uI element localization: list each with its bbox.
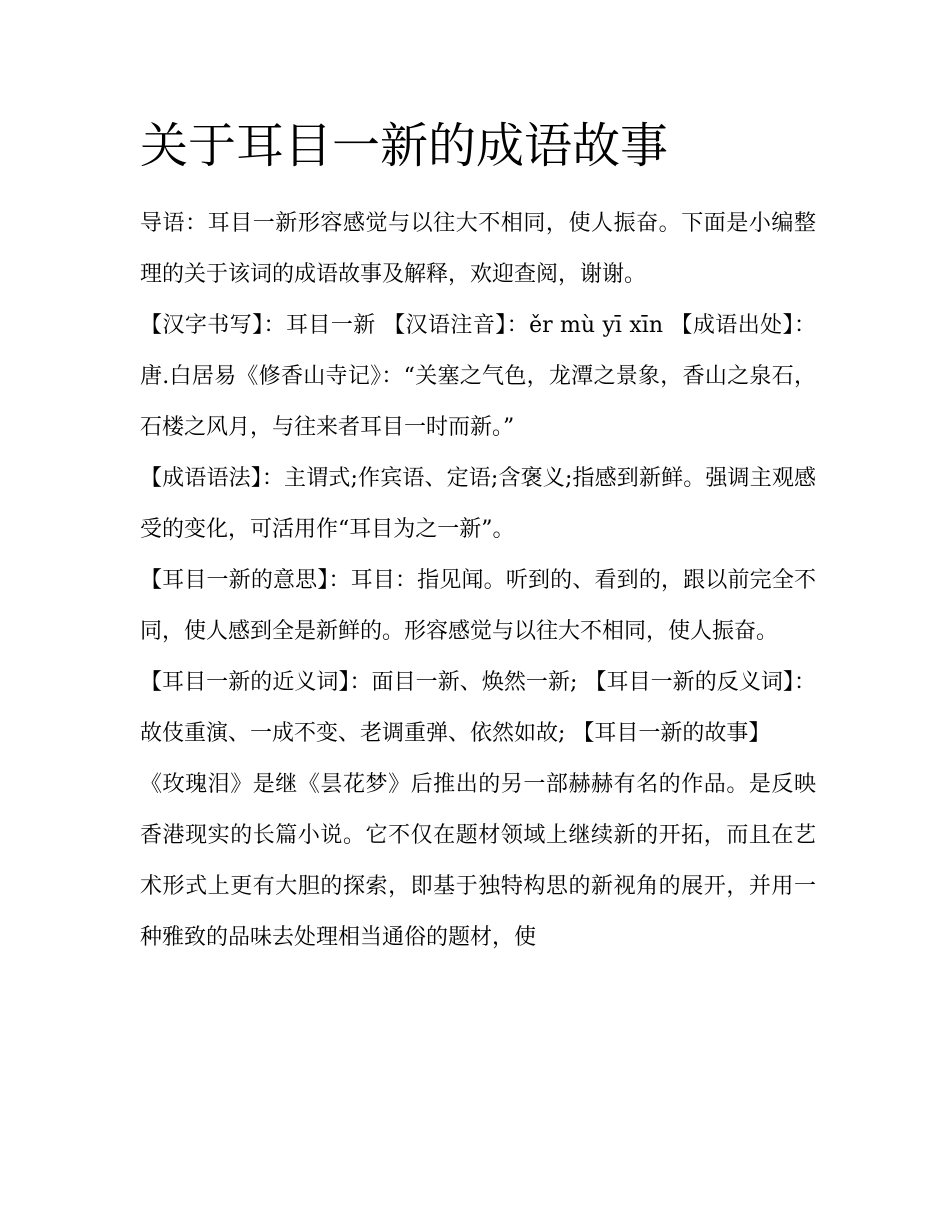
- paragraph-intro: 导语：耳目一新形容感觉与以往大不相同，使人振奋。下面是小编整理的关于该词的成语故事及解释，欢迎查阅，谢谢。: [140, 211, 816, 287]
- paragraph-writing-pinyin-source: 【汉字书写】：耳目一新 【汉语注音】：ěr mù yī xīn 【成语出处】：唐.白居易《修香山寺记》：“关塞之气色，龙潭之景象，香山之泉石，石楼之风月，与往来者耳目一时而新。”: [140, 313, 816, 440]
- paragraph-synonyms-antonyms: 【耳目一新的近义词】：面目一新、焕然一新; 【耳目一新的反义词】：故伎重演、一成不变、老调重弹、依然如故; 【耳目一新的故事】: [140, 670, 816, 746]
- paragraph-grammar: 【成语语法】：主谓式;作宾语、定语;含褒义;指感到新鲜。强调主观感受的变化，可活用作“耳目为之一新”。: [140, 466, 816, 542]
- document-body: [140, 198, 816, 963]
- paragraph-story: 《玫瑰泪》是继《昙花梦》后推出的另一部赫赫有名的作品。是反映香港现实的长篇小说。它不仅在题材领域上继续新的开拓，而且在艺术形式上更有大胆的探索，即基于独特构思的新视角的展开，并用一种雅致的品味去处理相当通俗的题材，使: [140, 772, 816, 950]
- document-title: 关于耳目一新的成语故事: [140, 118, 669, 174]
- paragraph-meaning: 【耳目一新的意思】：耳目：指见闻。听到的、看到的，跟以前完全不同，使人感到全是新鲜的。形容感觉与以往大不相同，使人振奋。: [140, 568, 816, 644]
